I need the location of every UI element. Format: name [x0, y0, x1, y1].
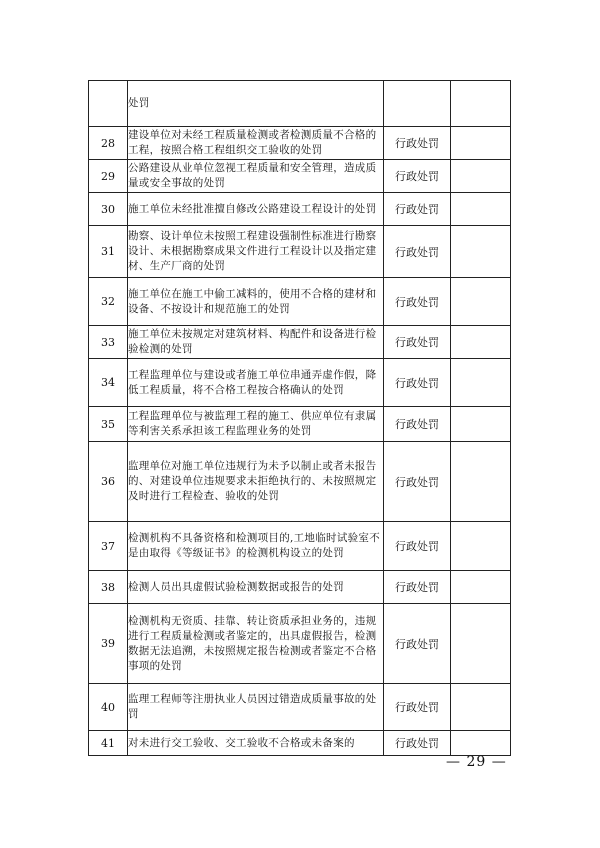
remark-cell: [451, 522, 511, 571]
penalty-item-name: 施工单位在施工中偷工减料的，使用不合格的建材和设备、不按设计和规范施工的处罚: [128, 278, 384, 326]
row-number: 35: [89, 407, 128, 442]
row-number: 30: [89, 193, 128, 226]
row-number: 28: [89, 127, 128, 160]
penalty-type: 行政处罚: [384, 160, 451, 193]
remark-cell: [451, 326, 511, 359]
penalty-item-name: 建设单位对未经工程质量检测或者检测质量不合格的工程，按照合格工程组织交工验收的处罚: [128, 127, 384, 160]
table-row: [89, 127, 511, 160]
remark-cell: [451, 127, 511, 160]
table-row: [89, 571, 511, 604]
remark-cell: [451, 407, 511, 442]
penalty-type: 行政处罚: [384, 442, 451, 522]
penalty-item-name: 监理工程师等注册执业人员因过错造成质量事故的处罚: [128, 684, 384, 731]
penalty-item-name: 检测机构无资质、挂靠、转让资质承担业务的，违规进行工程质量检测或者鉴定的，出具虚假报告，检测数据无法追溯，未按照规定报告检测或者鉴定不合格事项的处罚: [128, 604, 384, 684]
table-row: [89, 731, 511, 756]
penalty-type: 行政处罚: [384, 127, 451, 160]
penalty-item-name: 施工单位未按规定对建筑材料、构配件和设备进行检验检测的处罚: [128, 326, 384, 359]
row-number: 39: [89, 604, 128, 684]
penalty-item-name: 工程监理单位与建设或者施工单位串通弄虚作假，降低工程质量，将不合格工程按合格确认的处罚: [128, 359, 384, 407]
row-number: 37: [89, 522, 128, 571]
row-number: 29: [89, 160, 128, 193]
row-number: 38: [89, 571, 128, 604]
table-row: [89, 160, 511, 193]
penalty-item-name: 处罚: [128, 81, 384, 127]
table-row: [89, 442, 511, 522]
remark-cell: [451, 226, 511, 278]
table-row: [89, 326, 511, 359]
penalty-table: [88, 80, 511, 756]
table-row: [89, 604, 511, 684]
table-row: [89, 684, 511, 731]
remark-cell: [451, 731, 511, 756]
table-row: [89, 522, 511, 571]
table-row: [89, 81, 511, 127]
penalty-type: 行政处罚: [384, 278, 451, 326]
remark-cell: [451, 278, 511, 326]
penalty-type: 行政处罚: [384, 684, 451, 731]
penalty-type: 行政处罚: [384, 326, 451, 359]
row-number: 34: [89, 359, 128, 407]
penalty-type: 行政处罚: [384, 359, 451, 407]
row-number: 33: [89, 326, 128, 359]
remark-cell: [451, 442, 511, 522]
row-number: 36: [89, 442, 128, 522]
row-number: 41: [89, 731, 128, 756]
remark-cell: [451, 160, 511, 193]
table-row: [89, 226, 511, 278]
table-row: [89, 193, 511, 226]
penalty-type: 行政处罚: [384, 522, 451, 571]
remark-cell: [451, 359, 511, 407]
penalty-type: [384, 81, 451, 127]
penalty-type: 行政处罚: [384, 731, 451, 756]
page-number: — 29 —: [446, 754, 507, 770]
penalty-type: 行政处罚: [384, 604, 451, 684]
penalty-type: 行政处罚: [384, 226, 451, 278]
penalty-item-name: 检测人员出具虚假试验检测数据或报告的处罚: [128, 571, 384, 604]
remark-cell: [451, 193, 511, 226]
penalty-type: 行政处罚: [384, 407, 451, 442]
penalty-item-name: 监理单位对施工单位违规行为未予以制止或者未报告的、对建设单位违规要求未拒绝执行的、未按照规定及时进行工程检查、验收的处罚: [128, 442, 384, 522]
remark-cell: [451, 684, 511, 731]
row-number: 31: [89, 226, 128, 278]
penalty-type: 行政处罚: [384, 571, 451, 604]
row-number: 40: [89, 684, 128, 731]
remark-cell: [451, 81, 511, 127]
penalty-item-name: 对未进行交工验收、交工验收不合格或未备案的: [128, 731, 384, 756]
remark-cell: [451, 604, 511, 684]
penalty-item-name: 工程监理单位与被监理工程的施工、供应单位有隶属等利害关系承担该工程监理业务的处罚: [128, 407, 384, 442]
row-number: [89, 81, 128, 127]
penalty-item-name: 公路建设从业单位忽视工程质量和安全管理，造成质量或安全事故的处罚: [128, 160, 384, 193]
row-number: 32: [89, 278, 128, 326]
penalty-item-name: 施工单位未经批准擅自修改公路建设工程设计的处罚: [128, 193, 384, 226]
penalty-item-name: 检测机构不具备资格和检测项目的,工地临时试验室不是由取得《等级证书》的检测机构设立的处罚: [128, 522, 384, 571]
penalty-type: 行政处罚: [384, 193, 451, 226]
table-row: [89, 359, 511, 407]
remark-cell: [451, 571, 511, 604]
table-body: [89, 81, 511, 756]
table-row: [89, 278, 511, 326]
penalty-item-name: 勘察、设计单位未按照工程建设强制性标准进行勘察设计、未根据勘察成果文件进行工程设计以及指定建材、生产厂商的处罚: [128, 226, 384, 278]
table-row: [89, 407, 511, 442]
